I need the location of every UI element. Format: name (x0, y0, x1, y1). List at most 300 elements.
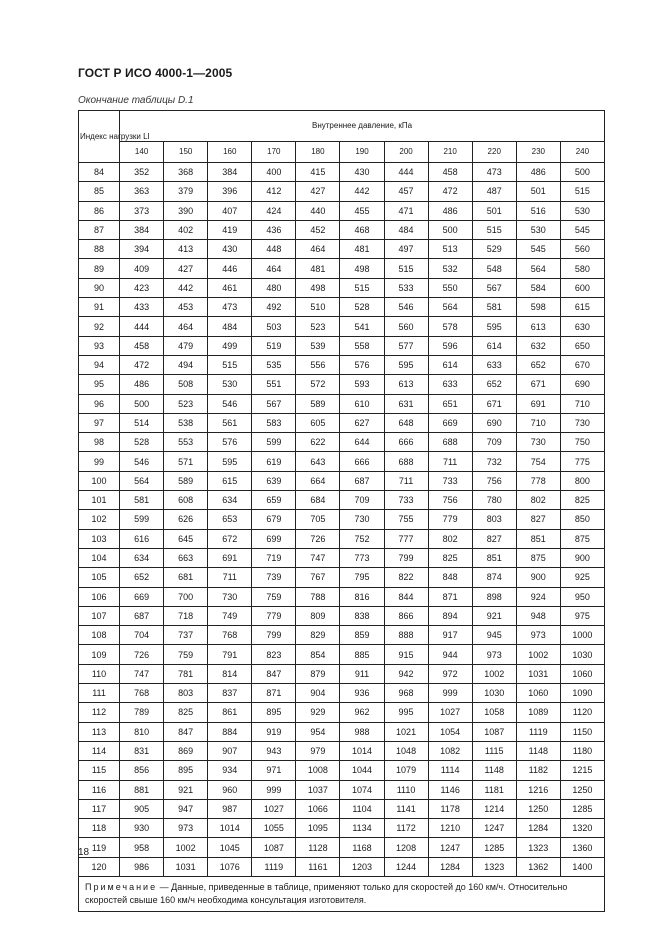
load-value-cell: 788 (296, 587, 340, 606)
load-value-cell: 1208 (384, 838, 428, 857)
load-value-cell: 492 (252, 298, 296, 317)
load-value-cell: 610 (340, 394, 384, 413)
table-row (79, 278, 605, 297)
load-value-cell: 515 (472, 220, 516, 239)
load-value-cell: 799 (252, 626, 296, 645)
load-value-cell: 847 (252, 664, 296, 683)
load-value-cell: 936 (340, 684, 384, 703)
load-value-cell: 986 (120, 857, 164, 876)
load-value-cell: 558 (340, 336, 384, 355)
load-value-cell: 972 (428, 664, 472, 683)
table-row (79, 741, 605, 760)
load-value-cell: 622 (296, 433, 340, 452)
load-value-cell: 681 (164, 568, 208, 587)
load-value-cell: 486 (428, 201, 472, 220)
table-row (79, 355, 605, 374)
load-value-cell: 671 (516, 375, 560, 394)
load-value-cell: 919 (252, 722, 296, 741)
page-number: 18 (78, 847, 90, 858)
load-value-cell: 1180 (560, 741, 604, 760)
load-value-cell: 1119 (252, 857, 296, 876)
pressure-header-cell: 240 (560, 142, 604, 163)
pressure-header-cell: 190 (340, 142, 384, 163)
load-value-cell: 750 (560, 433, 604, 452)
load-value-cell: 484 (384, 220, 428, 239)
load-value-cell: 779 (428, 510, 472, 529)
load-value-cell: 684 (296, 491, 340, 510)
load-value-cell: 473 (472, 163, 516, 182)
load-value-cell: 436 (252, 220, 296, 239)
load-value-cell: 669 (428, 413, 472, 432)
load-value-cell: 458 (428, 163, 472, 182)
load-value-cell: 779 (252, 606, 296, 625)
load-value-cell: 874 (472, 568, 516, 587)
load-value-cell: 497 (384, 240, 428, 259)
load-value-cell: 514 (120, 413, 164, 432)
load-value-cell: 943 (252, 741, 296, 760)
table-row (79, 606, 605, 625)
load-index-cell: 111 (79, 684, 120, 703)
load-value-cell: 616 (120, 529, 164, 548)
note-text: — Данные, приведенные в таблице, применяют только для скоростей до 160 км/ч. Относительно скоростей свыше 160 км/ч необходима консультация изготовителя. (85, 881, 568, 905)
load-value-cell: 1089 (516, 703, 560, 722)
load-value-cell: 739 (252, 568, 296, 587)
load-value-cell: 1172 (384, 819, 428, 838)
load-value-cell: 1000 (560, 626, 604, 645)
load-value-cell: 671 (472, 394, 516, 413)
load-value-cell: 614 (428, 355, 472, 374)
load-value-cell: 516 (516, 201, 560, 220)
load-value-cell: 669 (120, 587, 164, 606)
table-row (79, 780, 605, 799)
load-index-cell: 118 (79, 819, 120, 838)
load-index-cell: 110 (79, 664, 120, 683)
load-index-cell: 113 (79, 722, 120, 741)
load-value-cell: 486 (516, 163, 560, 182)
load-value-cell: 803 (472, 510, 516, 529)
load-value-cell: 528 (340, 298, 384, 317)
load-value-cell: 690 (472, 413, 516, 432)
load-value-cell: 480 (252, 278, 296, 297)
load-value-cell: 825 (560, 491, 604, 510)
pressure-header-cell: 210 (428, 142, 472, 163)
load-value-cell: 799 (384, 548, 428, 567)
pressure-header-cell: 220 (472, 142, 516, 163)
load-value-cell: 737 (164, 626, 208, 645)
load-value-cell: 851 (472, 548, 516, 567)
load-value-cell: 861 (208, 703, 252, 722)
load-value-cell: 988 (340, 722, 384, 741)
load-value-cell: 368 (164, 163, 208, 182)
load-value-cell: 838 (340, 606, 384, 625)
load-value-cell: 458 (120, 336, 164, 355)
load-value-cell: 1182 (516, 761, 560, 780)
load-value-cell: 589 (164, 471, 208, 490)
load-value-cell: 999 (252, 780, 296, 799)
table-note (79, 876, 605, 911)
load-value-cell: 653 (208, 510, 252, 529)
pressure-header-cell: 180 (296, 142, 340, 163)
load-value-cell: 1060 (516, 684, 560, 703)
load-value-cell: 444 (384, 163, 428, 182)
load-value-cell: 1114 (428, 761, 472, 780)
load-value-cell: 427 (296, 182, 340, 201)
load-value-cell: 584 (516, 278, 560, 297)
load-value-cell: 911 (340, 664, 384, 683)
load-value-cell: 945 (472, 626, 516, 645)
load-index-cell: 88 (79, 240, 120, 259)
load-value-cell: 688 (428, 433, 472, 452)
load-value-cell: 942 (384, 664, 428, 683)
load-value-cell: 1048 (384, 741, 428, 760)
table-row (79, 163, 605, 182)
load-index-cell: 94 (79, 355, 120, 374)
load-value-cell: 379 (164, 182, 208, 201)
load-value-cell: 402 (164, 220, 208, 239)
load-value-cell: 1060 (560, 664, 604, 683)
load-index-cell: 99 (79, 452, 120, 471)
load-value-cell: 752 (340, 529, 384, 548)
load-value-cell: 866 (384, 606, 428, 625)
load-value-cell: 528 (120, 433, 164, 452)
load-index-cell: 120 (79, 857, 120, 876)
table-row (79, 626, 605, 645)
load-value-cell: 663 (164, 548, 208, 567)
load-value-cell: 479 (164, 336, 208, 355)
load-value-cell: 567 (252, 394, 296, 413)
load-value-cell: 850 (560, 510, 604, 529)
load-value-cell: 973 (516, 626, 560, 645)
load-value-cell: 1214 (472, 799, 516, 818)
load-value-cell: 666 (384, 433, 428, 452)
load-value-cell: 412 (252, 182, 296, 201)
load-value-cell: 1074 (340, 780, 384, 799)
load-value-cell: 1090 (560, 684, 604, 703)
load-value-cell: 523 (164, 394, 208, 413)
load-value-cell: 444 (120, 317, 164, 336)
load-value-cell: 1087 (472, 722, 516, 741)
load-value-cell: 691 (208, 548, 252, 567)
table-row (79, 240, 605, 259)
load-value-cell: 644 (340, 433, 384, 452)
load-value-cell: 718 (164, 606, 208, 625)
load-value-cell: 1181 (472, 780, 516, 799)
table-row (79, 433, 605, 452)
load-value-cell: 1014 (340, 741, 384, 760)
load-value-cell: 749 (208, 606, 252, 625)
load-value-cell: 859 (340, 626, 384, 645)
load-value-cell: 639 (252, 471, 296, 490)
load-value-cell: 581 (472, 298, 516, 317)
load-value-cell: 457 (384, 182, 428, 201)
load-value-cell: 1002 (472, 664, 516, 683)
load-value-cell: 1250 (516, 799, 560, 818)
load-value-cell: 630 (560, 317, 604, 336)
load-value-cell: 747 (120, 664, 164, 683)
load-value-cell: 775 (560, 452, 604, 471)
load-value-cell: 442 (164, 278, 208, 297)
load-value-cell: 546 (384, 298, 428, 317)
load-value-cell: 448 (252, 240, 296, 259)
table-row (79, 182, 605, 201)
load-value-cell: 848 (428, 568, 472, 587)
load-value-cell: 944 (428, 645, 472, 664)
pressure-header-cell: 170 (252, 142, 296, 163)
load-value-cell: 1284 (516, 819, 560, 838)
load-value-cell: 1082 (428, 741, 472, 760)
load-value-cell: 1134 (340, 819, 384, 838)
load-value-cell: 427 (164, 259, 208, 278)
load-value-cell: 384 (120, 220, 164, 239)
load-value-cell: 453 (164, 298, 208, 317)
load-value-cell: 487 (472, 182, 516, 201)
load-value-cell: 907 (208, 741, 252, 760)
load-value-cell: 481 (340, 240, 384, 259)
load-value-cell: 1031 (516, 664, 560, 683)
load-index-cell: 96 (79, 394, 120, 413)
load-value-cell: 1285 (560, 799, 604, 818)
load-value-cell: 875 (516, 548, 560, 567)
load-value-cell: 1250 (560, 780, 604, 799)
load-value-cell: 1058 (472, 703, 516, 722)
note-row (79, 876, 605, 911)
load-value-cell: 546 (208, 394, 252, 413)
load-value-cell: 730 (340, 510, 384, 529)
table-body (79, 163, 605, 877)
load-index-cell: 91 (79, 298, 120, 317)
load-value-cell: 711 (384, 471, 428, 490)
load-value-cell: 545 (516, 240, 560, 259)
table-row (79, 452, 605, 471)
load-value-cell: 1079 (384, 761, 428, 780)
load-value-cell: 614 (472, 336, 516, 355)
table-row (79, 703, 605, 722)
table-row (79, 587, 605, 606)
load-value-cell: 871 (252, 684, 296, 703)
load-index-cell: 115 (79, 761, 120, 780)
load-value-cell: 690 (560, 375, 604, 394)
load-value-cell: 659 (252, 491, 296, 510)
load-value-cell: 1203 (340, 857, 384, 876)
pressure-header-cell: 160 (208, 142, 252, 163)
load-value-cell: 934 (208, 761, 252, 780)
load-value-cell: 442 (340, 182, 384, 201)
load-value-cell: 583 (252, 413, 296, 432)
load-value-cell: 688 (384, 452, 428, 471)
load-value-cell: 726 (296, 529, 340, 548)
load-index-cell: 85 (79, 182, 120, 201)
load-value-cell: 613 (516, 317, 560, 336)
load-value-cell: 947 (164, 799, 208, 818)
load-value-cell: 730 (208, 587, 252, 606)
load-value-cell: 747 (296, 548, 340, 567)
load-value-cell: 904 (296, 684, 340, 703)
load-value-cell: 1002 (516, 645, 560, 664)
load-value-cell: 679 (252, 510, 296, 529)
load-value-cell: 1168 (340, 838, 384, 857)
table-row (79, 838, 605, 857)
load-value-cell: 1115 (472, 741, 516, 760)
load-value-cell: 455 (340, 201, 384, 220)
load-value-cell: 561 (208, 413, 252, 432)
load-value-cell: 650 (560, 336, 604, 355)
load-value-cell: 515 (340, 278, 384, 297)
load-value-cell: 652 (516, 355, 560, 374)
load-value-cell: 373 (120, 201, 164, 220)
load-value-cell: 394 (120, 240, 164, 259)
load-value-cell: 900 (560, 548, 604, 567)
load-value-cell: 1008 (296, 761, 340, 780)
load-value-cell: 1030 (560, 645, 604, 664)
load-value-cell: 515 (560, 182, 604, 201)
load-value-cell: 464 (164, 317, 208, 336)
load-value-cell: 854 (296, 645, 340, 664)
load-index-cell: 89 (79, 259, 120, 278)
load-value-cell: 384 (208, 163, 252, 182)
load-value-cell: 433 (120, 298, 164, 317)
load-value-cell: 510 (296, 298, 340, 317)
load-value-cell: 626 (164, 510, 208, 529)
load-value-cell: 619 (252, 452, 296, 471)
load-value-cell: 598 (516, 298, 560, 317)
load-index-cell: 119 (79, 838, 120, 857)
load-value-cell: 699 (252, 529, 296, 548)
load-value-cell: 664 (296, 471, 340, 490)
load-value-cell: 795 (340, 568, 384, 587)
load-value-cell: 827 (472, 529, 516, 548)
table-row (79, 201, 605, 220)
load-index-cell: 104 (79, 548, 120, 567)
load-index-cell: 93 (79, 336, 120, 355)
load-value-cell: 973 (472, 645, 516, 664)
load-value-cell: 791 (208, 645, 252, 664)
load-value-cell: 800 (560, 471, 604, 490)
table-row (79, 568, 605, 587)
load-value-cell: 600 (560, 278, 604, 297)
load-value-cell: 471 (384, 201, 428, 220)
load-value-cell: 532 (428, 259, 472, 278)
load-value-cell: 560 (384, 317, 428, 336)
load-value-cell: 687 (340, 471, 384, 490)
load-value-cell: 767 (296, 568, 340, 587)
table-row (79, 761, 605, 780)
load-value-cell: 1104 (340, 799, 384, 818)
load-value-cell: 538 (164, 413, 208, 432)
load-value-cell: 917 (428, 626, 472, 645)
load-value-cell: 464 (296, 240, 340, 259)
load-value-cell: 556 (296, 355, 340, 374)
table-caption: Окончание таблицы D.1 (78, 95, 194, 106)
load-value-cell: 755 (384, 510, 428, 529)
load-value-cell: 905 (120, 799, 164, 818)
load-value-cell: 634 (120, 548, 164, 567)
load-value-cell: 550 (428, 278, 472, 297)
load-value-cell: 500 (560, 163, 604, 182)
load-value-cell: 1027 (252, 799, 296, 818)
load-value-cell: 962 (340, 703, 384, 722)
load-index-cell: 117 (79, 799, 120, 818)
load-value-cell: 837 (208, 684, 252, 703)
load-value-cell: 363 (120, 182, 164, 201)
pressure-header-cell: 150 (164, 142, 208, 163)
load-value-cell: 822 (384, 568, 428, 587)
load-value-cell: 1247 (428, 838, 472, 857)
load-value-cell: 1045 (208, 838, 252, 857)
load-index-cell: 100 (79, 471, 120, 490)
load-value-cell: 856 (120, 761, 164, 780)
load-value-cell: 595 (208, 452, 252, 471)
load-value-cell: 400 (252, 163, 296, 182)
load-value-cell: 1215 (560, 761, 604, 780)
load-value-cell: 633 (472, 355, 516, 374)
load-value-cell: 419 (208, 220, 252, 239)
load-value-cell: 515 (208, 355, 252, 374)
load-value-cell: 687 (120, 606, 164, 625)
table-row (79, 317, 605, 336)
load-value-cell: 1161 (296, 857, 340, 876)
load-pressure-table (78, 110, 605, 912)
load-index-cell: 84 (79, 163, 120, 182)
load-value-cell: 780 (472, 491, 516, 510)
load-value-cell: 472 (428, 182, 472, 201)
load-value-cell: 1055 (252, 819, 296, 838)
load-value-cell: 1360 (560, 838, 604, 857)
load-value-cell: 530 (208, 375, 252, 394)
load-value-cell: 968 (384, 684, 428, 703)
load-value-cell: 768 (208, 626, 252, 645)
load-value-cell: 973 (164, 819, 208, 838)
load-index-cell: 95 (79, 375, 120, 394)
load-value-cell: 498 (340, 259, 384, 278)
load-value-cell: 500 (120, 394, 164, 413)
load-value-cell: 499 (208, 336, 252, 355)
load-value-cell: 595 (472, 317, 516, 336)
load-value-cell: 571 (164, 452, 208, 471)
load-value-cell: 564 (516, 259, 560, 278)
load-value-cell: 572 (296, 375, 340, 394)
load-value-cell: 958 (120, 838, 164, 857)
load-value-cell: 777 (384, 529, 428, 548)
load-value-cell: 921 (472, 606, 516, 625)
table-row (79, 336, 605, 355)
table-row (79, 645, 605, 664)
load-value-cell: 535 (252, 355, 296, 374)
load-value-cell: 461 (208, 278, 252, 297)
table-row (79, 375, 605, 394)
load-value-cell: 546 (120, 452, 164, 471)
load-value-cell: 407 (208, 201, 252, 220)
load-value-cell: 915 (384, 645, 428, 664)
table-row (79, 259, 605, 278)
table-row (79, 298, 605, 317)
load-value-cell: 711 (428, 452, 472, 471)
load-value-cell: 508 (164, 375, 208, 394)
load-index-cell: 102 (79, 510, 120, 529)
load-value-cell: 710 (560, 394, 604, 413)
table-row (79, 799, 605, 818)
load-value-cell: 895 (252, 703, 296, 722)
load-value-cell: 999 (428, 684, 472, 703)
load-value-cell: 691 (516, 394, 560, 413)
load-index-cell: 90 (79, 278, 120, 297)
load-value-cell: 781 (164, 664, 208, 683)
load-index-cell: 108 (79, 626, 120, 645)
load-value-cell: 971 (252, 761, 296, 780)
load-value-cell: 651 (428, 394, 472, 413)
load-value-cell: 1076 (208, 857, 252, 876)
load-value-cell: 726 (120, 645, 164, 664)
load-value-cell: 995 (384, 703, 428, 722)
